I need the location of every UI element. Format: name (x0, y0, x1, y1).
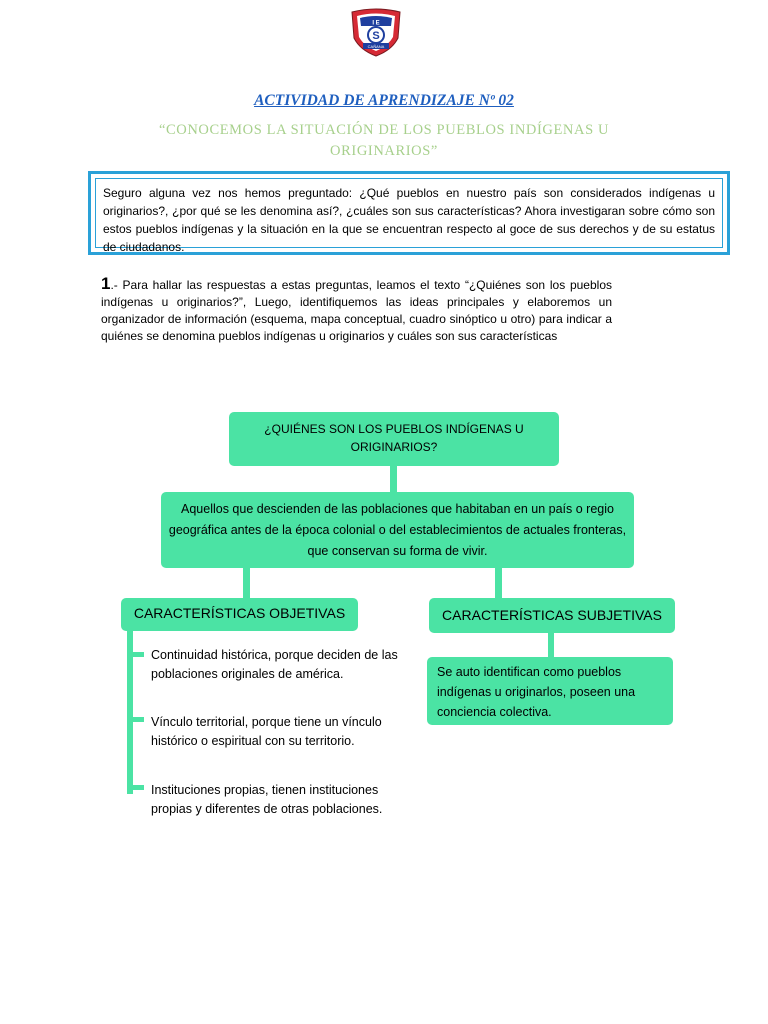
bullet-tick (133, 785, 144, 790)
intro-text: Seguro alguna vez nos hemos preguntado: ¿Qué pueblos en nuestro país son considerados indígenas u originarios?, ¿por qué se les denomina así?, ¿cuáles son sus características? Ahora investigaran sobre cómo son estos pueblos indígenas y la situación en la que se encuentran respecto al goce de sus derechos y de su estatus de ciudadanos. (95, 178, 723, 248)
svg-text:S: S (372, 30, 380, 42)
page-title-text: ACTIVIDAD DE APRENDIZAJE Nº 02 (254, 92, 514, 109)
objective-item: Vínculo territorial, porque tiene un vínculo histórico o espiritual con su territorio. (151, 715, 382, 748)
subjective-description-box: Se auto identifican como pueblos indígenas u originarlos, poseen una conciencia colectiva. (427, 657, 673, 725)
bullet-tick (133, 652, 144, 657)
connector-line (548, 633, 554, 657)
page-title (0, 92, 768, 110)
connector-line (243, 568, 250, 598)
subjective-characteristics-box: CARACTERÍSTICAS SUBJETIVAS (429, 598, 675, 633)
diagram-definition-box: Aquellos que descienden de las poblaciones que habitaban en un país o regio geográfica antes de la época colonial o del establecimientos de actuales fronteras, que conservan su forma de vivir. (161, 492, 634, 568)
question-number: 1 (101, 274, 111, 293)
page-subtitle: “CONOCEMOS LA SITUACIÓN DE LOS PUEBLOS INDÍGENAS U ORIGINARIOS” (158, 122, 610, 159)
school-crest-logo (348, 8, 404, 58)
connector-line (495, 568, 502, 598)
logo-letters: I E (372, 20, 380, 27)
question-text: .- Para hallar las respuestas a estas preguntas, leamos el texto “¿Quiénes son los pueblos indígenas u originarios?”, Luego, identifiquemos las ideas principales y elaboremos un organizador de información (esquema, mapa conceptual, cuadro sinóptico u otro) para indicar a quiénes se denomina pueblos indígenas u originarios y cuáles son sus características (101, 278, 612, 343)
connector-line (390, 466, 397, 492)
objective-item: Continuidad histórica, porque deciden de las poblaciones originales de américa. (151, 648, 398, 681)
diagram-question-box: ¿QUIÉNES SON LOS PUEBLOS INDÍGENAS U ORIGINARIOS? (229, 412, 559, 466)
objective-item: Instituciones propias, tienen instituciones propias y diferentes de otras poblaciones. (151, 783, 383, 816)
question-1 (101, 275, 612, 345)
bullet-tick (133, 717, 144, 722)
intro-box (88, 171, 730, 255)
objective-characteristics-box: CARACTERÍSTICAS OBJETIVAS (121, 598, 358, 631)
logo-text: CAÑANA (367, 44, 385, 49)
